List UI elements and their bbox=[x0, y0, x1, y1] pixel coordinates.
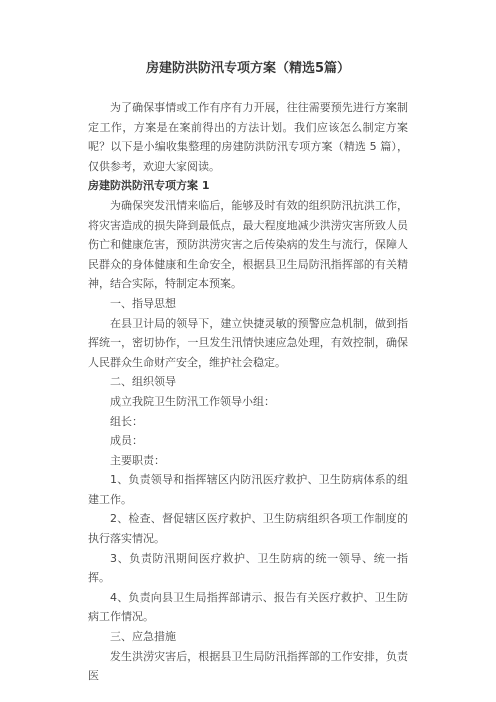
body-paragraph: 发生洪涝灾害后，根据县卫生局防汛指挥部的工作安排，负责医 bbox=[88, 649, 408, 683]
members-line: 成员： bbox=[110, 434, 143, 448]
intro-paragraph: 为了确保事情或工作有序有力开展，往往需要预先进行方案制定工作，方案是在案前得出的方法计划。我们应该怎么制定方案呢？以下是小编收集整理的房建防洪防汛专项方案（精选 5 篇），仅供参考，欢迎大家阅读。 bbox=[88, 101, 408, 173]
duty-item: 4、负责向县卫生局指挥部请示、报告有关医疗救护、卫生防病工作情况。 bbox=[88, 590, 408, 624]
heading-organization: 二、组织领导 bbox=[110, 375, 176, 389]
body-paragraph: 为确保突发汛情来临后，能够及时有效的组织防汛抗洪工作，将灾害造成的损失降到最低点，最大程度地减少洪涝灾害所致人员伤亡和健康危害，预防洪涝灾害之后传染病的发生与流行，保障人民群众的身体健康和生命安全，根据县卫生局防汛指挥部的有关精神，结合实际，特制定本预案。 bbox=[88, 198, 408, 291]
heading-guiding-ideology: 一、指导思想 bbox=[110, 296, 176, 310]
team-leader-line: 组长： bbox=[110, 414, 143, 428]
duty-item: 3、负责防汛期间医疗救护、卫生防病的统一领导、统一指挥。 bbox=[88, 551, 408, 585]
section-heading: 房建防洪防汛专项方案 1 bbox=[88, 179, 210, 193]
duty-item: 1、负责领导和指挥辖区内防汛医疗救护、卫生防病体系的组建工作。 bbox=[88, 473, 408, 506]
document-title: 房建防洪防汛专项方案（精选5篇） bbox=[145, 61, 351, 76]
body-paragraph: 在县卫计局的领导下，建立快捷灵敏的预警应急机制，做到指挥统一，密切协作，一旦发生汛情快速应急处理，有效控制，确保人民群众生命财产安全，维护社会稳定。 bbox=[88, 316, 408, 369]
duty-item: 2、检查、督促辖区医疗救护、卫生防病组织各项工作制度的执行落实情况。 bbox=[88, 512, 408, 546]
duties-heading: 主要职责： bbox=[110, 453, 165, 467]
heading-emergency-measures: 三、应急措施 bbox=[110, 630, 176, 644]
body-paragraph: 成立我院卫生防汛工作领导小组： bbox=[110, 394, 275, 408]
